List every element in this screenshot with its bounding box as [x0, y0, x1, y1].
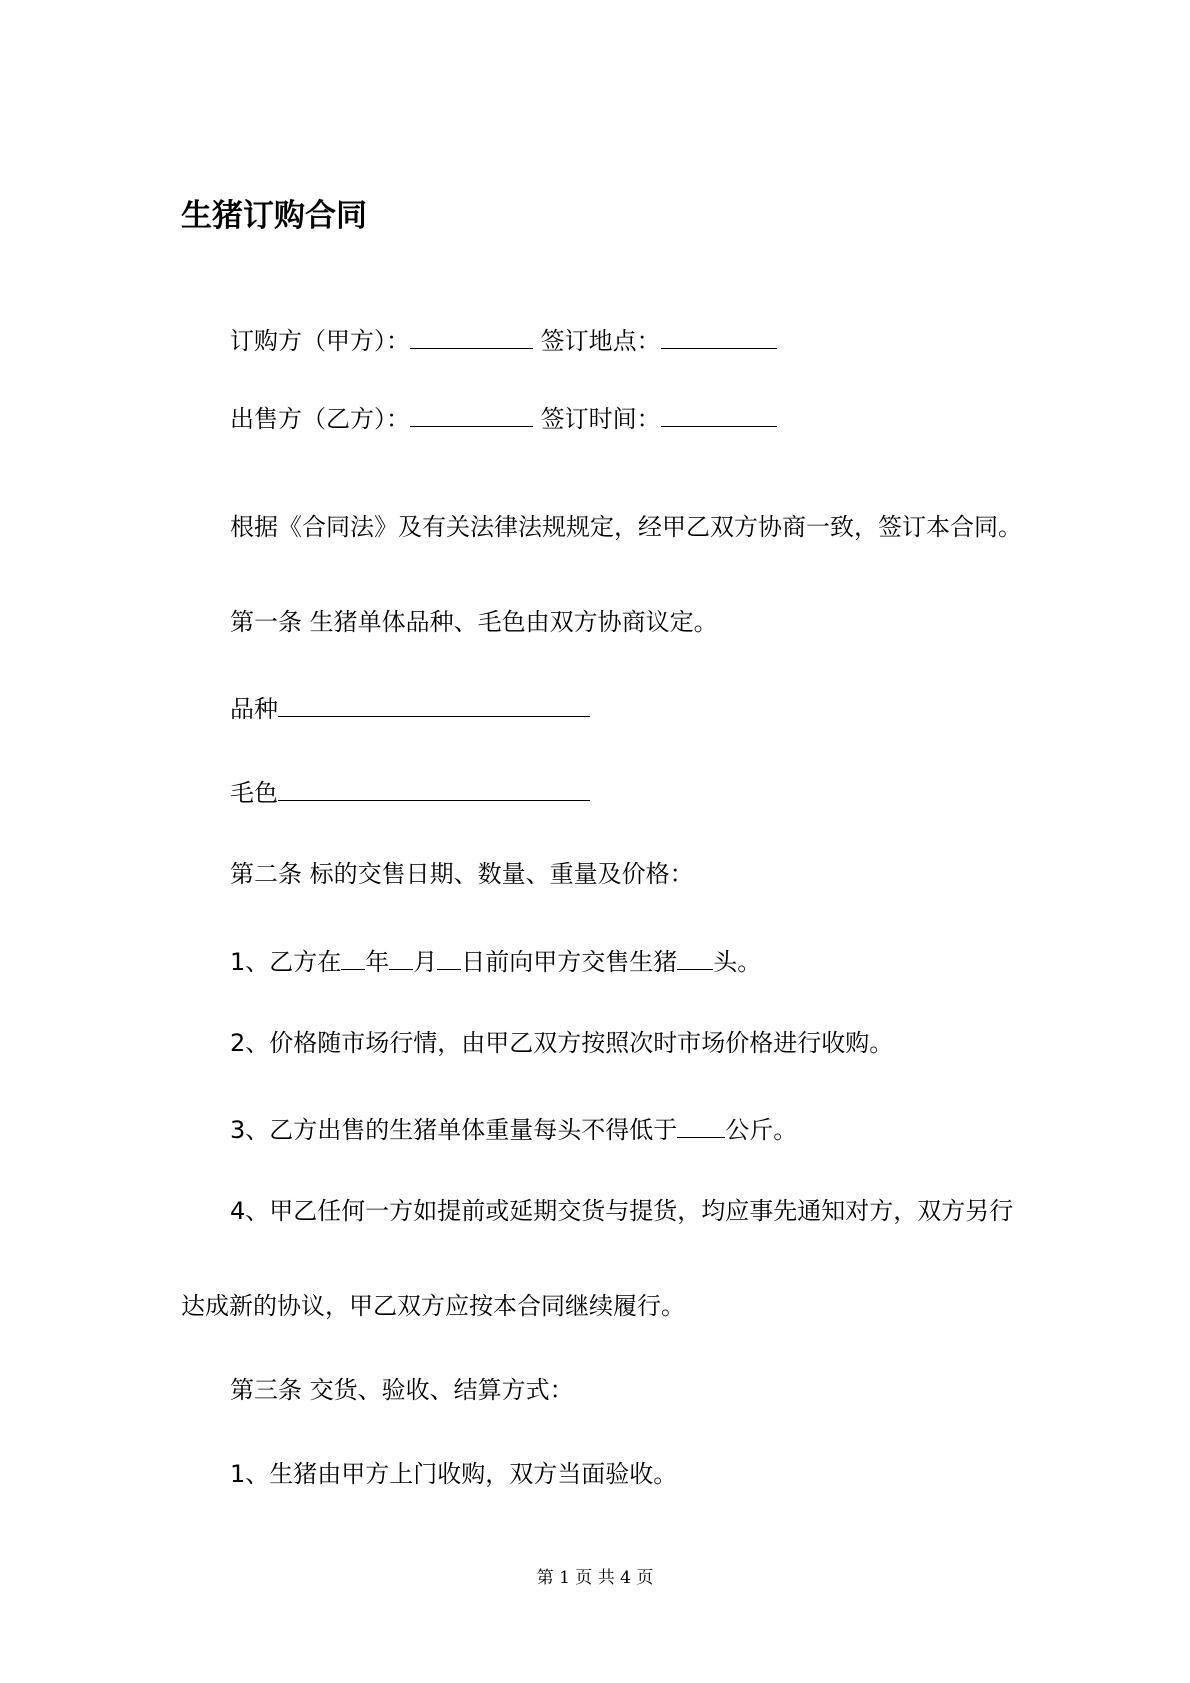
- buyer-blank: [410, 322, 533, 349]
- document-title: 生猪订购合同: [181, 198, 367, 234]
- item1-suffix: 头。: [713, 948, 762, 976]
- day-text: 日前向甲方交售生猪: [461, 948, 678, 976]
- buyer-row: [230, 322, 777, 357]
- buyer-label: 订购方（甲方）：: [230, 327, 410, 355]
- sign-place-blank: [661, 322, 777, 349]
- color-blank: [278, 774, 590, 801]
- weight-blank: [677, 1111, 725, 1138]
- color-label: 毛色: [230, 779, 278, 807]
- article2-heading: 第二条 标的交售日期、数量、重量及价格：: [230, 860, 694, 888]
- item1-prefix: 1、乙方在: [230, 948, 342, 976]
- sign-place-label: 签订地点：: [540, 327, 661, 355]
- article2-item2: 2、价格随市场行情，由甲乙双方按照次时市场价格进行收购。: [230, 1029, 894, 1057]
- seller-row: [230, 400, 777, 435]
- year-text: 年: [365, 948, 390, 976]
- page-footer: 第 1 页 共 4 页: [536, 1568, 654, 1588]
- year-blank: [341, 943, 365, 970]
- article2-item4-line1: 4、甲乙任何一方如提前或延期交货与提货，均应事先通知对方，双方另行: [230, 1197, 1014, 1225]
- month-text: 月: [413, 948, 438, 976]
- breed-label: 品种: [230, 695, 278, 723]
- breed-blank: [278, 690, 590, 717]
- day-blank: [437, 943, 461, 970]
- article2-item3: [230, 1111, 797, 1146]
- article2-item4-line2: 达成新的协议，甲乙双方应按本合同继续履行。: [181, 1292, 685, 1320]
- article3-item1: 1、生猪由甲方上门收购，双方当面验收。: [230, 1460, 678, 1488]
- item3-prefix: 3、乙方出售的生猪单体重量每头不得低于: [230, 1116, 678, 1144]
- sign-time-blank: [661, 400, 777, 427]
- seller-blank: [410, 400, 533, 427]
- article1-heading: 第一条 生猪单体品种、毛色由双方协商议定。: [230, 608, 718, 636]
- article2-item1: [230, 943, 761, 978]
- article3-heading: 第三条 交货、验收、结算方式：: [230, 1376, 574, 1404]
- head-count-blank: [677, 943, 713, 970]
- item3-suffix: 公斤。: [725, 1116, 798, 1144]
- breed-row: [230, 690, 590, 725]
- seller-label: 出售方（乙方）：: [230, 405, 410, 433]
- sign-time-label: 签订时间：: [540, 405, 661, 433]
- month-blank: [389, 943, 413, 970]
- color-row: [230, 774, 590, 809]
- preamble-paragraph: 根据《合同法》及有关法律法规规定，经甲乙双方协商一致，签订本合同。: [230, 513, 1022, 541]
